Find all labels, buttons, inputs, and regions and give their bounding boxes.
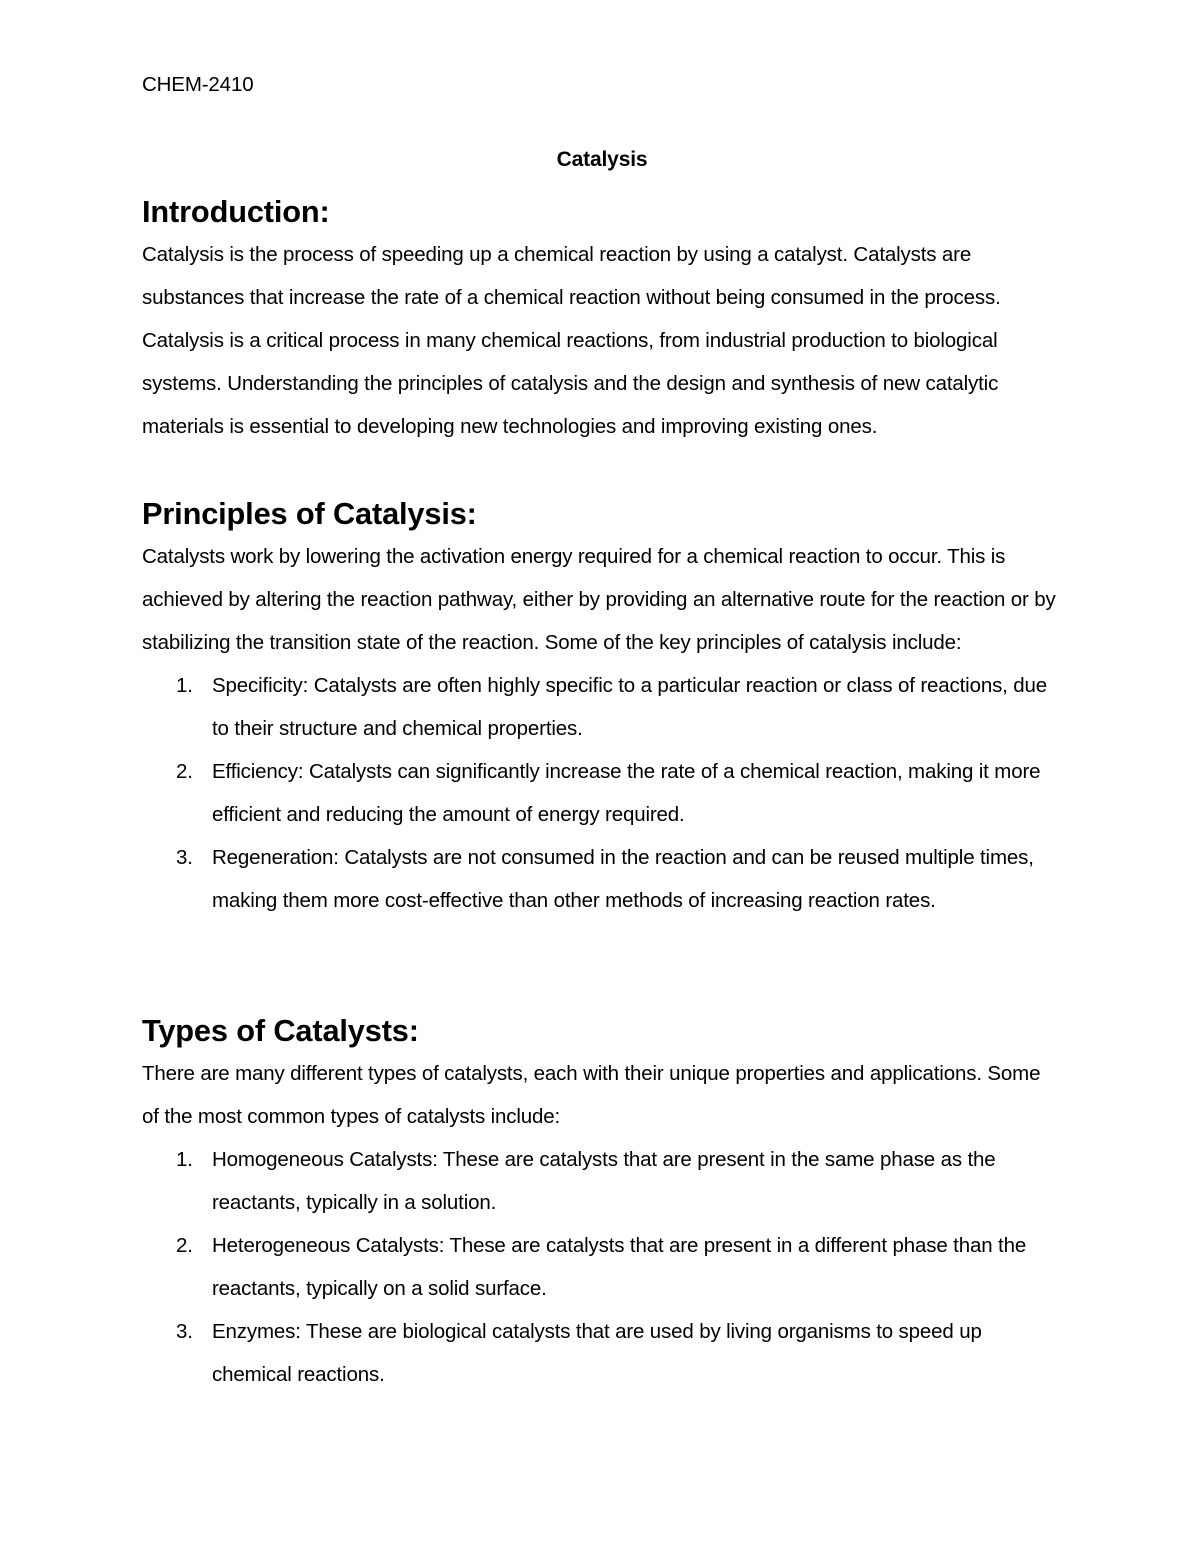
list-item-text: Homogeneous Catalysts: These are catalysts that are present in the same phase as the reactants, typically in a solution. xyxy=(212,1148,996,1214)
list-item-text: Enzymes: These are biological catalysts that are used by living organisms to speed up chemical reactions. xyxy=(212,1320,982,1386)
introduction-paragraph: Catalysis is the process of speeding up a chemical reaction by using a catalyst. Catalysts are substances that increase the rate of a chemical reaction without being consumed in the process. Catalysis is a critical process in many chemical reactions, from industrial production to biological systems. Understanding the principles of catalysis and the design and synthesis of new catalytic materials is essential to developing new technologies and improving existing ones. xyxy=(142,243,1001,438)
list-item-number: 3. xyxy=(176,846,193,869)
list-item xyxy=(142,1224,1062,1310)
document-body xyxy=(142,70,1062,1386)
list-item xyxy=(142,1138,1062,1224)
types-heading: Types of Catalysts: xyxy=(142,1013,419,1048)
list-item-number: 3. xyxy=(176,1320,193,1343)
list-item xyxy=(142,750,1062,836)
types-section xyxy=(142,1009,1062,1396)
types-list xyxy=(142,1138,1062,1396)
list-item-number: 1. xyxy=(176,1148,193,1171)
list-item-text: Efficiency: Catalysts can significantly increase the rate of a chemical reaction, making it more efficient and reducing the amount of energy required. xyxy=(212,760,1041,826)
list-item-number: 1. xyxy=(176,674,193,697)
principles-heading: Principles of Catalysis: xyxy=(142,496,477,531)
list-item xyxy=(142,1310,1062,1396)
list-item-number: 2. xyxy=(176,760,193,783)
introduction-section xyxy=(142,190,1062,448)
list-item-number: 2. xyxy=(176,1234,193,1257)
document-title: Catalysis xyxy=(556,148,648,171)
list-item xyxy=(142,664,1062,750)
introduction-heading: Introduction: xyxy=(142,194,330,229)
list-item xyxy=(142,836,1062,922)
principles-section xyxy=(142,492,1062,922)
list-item-text: Heterogeneous Catalysts: These are catalysts that are present in a different phase than the reactants, typically on a solid surface. xyxy=(212,1234,1027,1300)
list-item-text: Specificity: Catalysts are often highly specific to a particular reaction or class of reactions, due to their structure and chemical properties. xyxy=(212,674,1048,740)
principles-list xyxy=(142,664,1062,922)
course-code: CHEM-2410 xyxy=(142,73,254,96)
types-paragraph: There are many different types of catalysts, each with their unique properties and applications. Some of the most common types of catalysts include: xyxy=(142,1062,1041,1128)
list-item-text: Regeneration: Catalysts are not consumed in the reaction and can be reused multiple times, making them more cost-effective than other methods of increasing reaction rates. xyxy=(212,846,1034,912)
principles-paragraph: Catalysts work by lowering the activation energy required for a chemical reaction to occur. This is achieved by altering the reaction pathway, either by providing an alternative route for the reaction or by stabilizing the transition state of the reaction. Some of the key principles of catalysis include: xyxy=(142,545,1056,654)
